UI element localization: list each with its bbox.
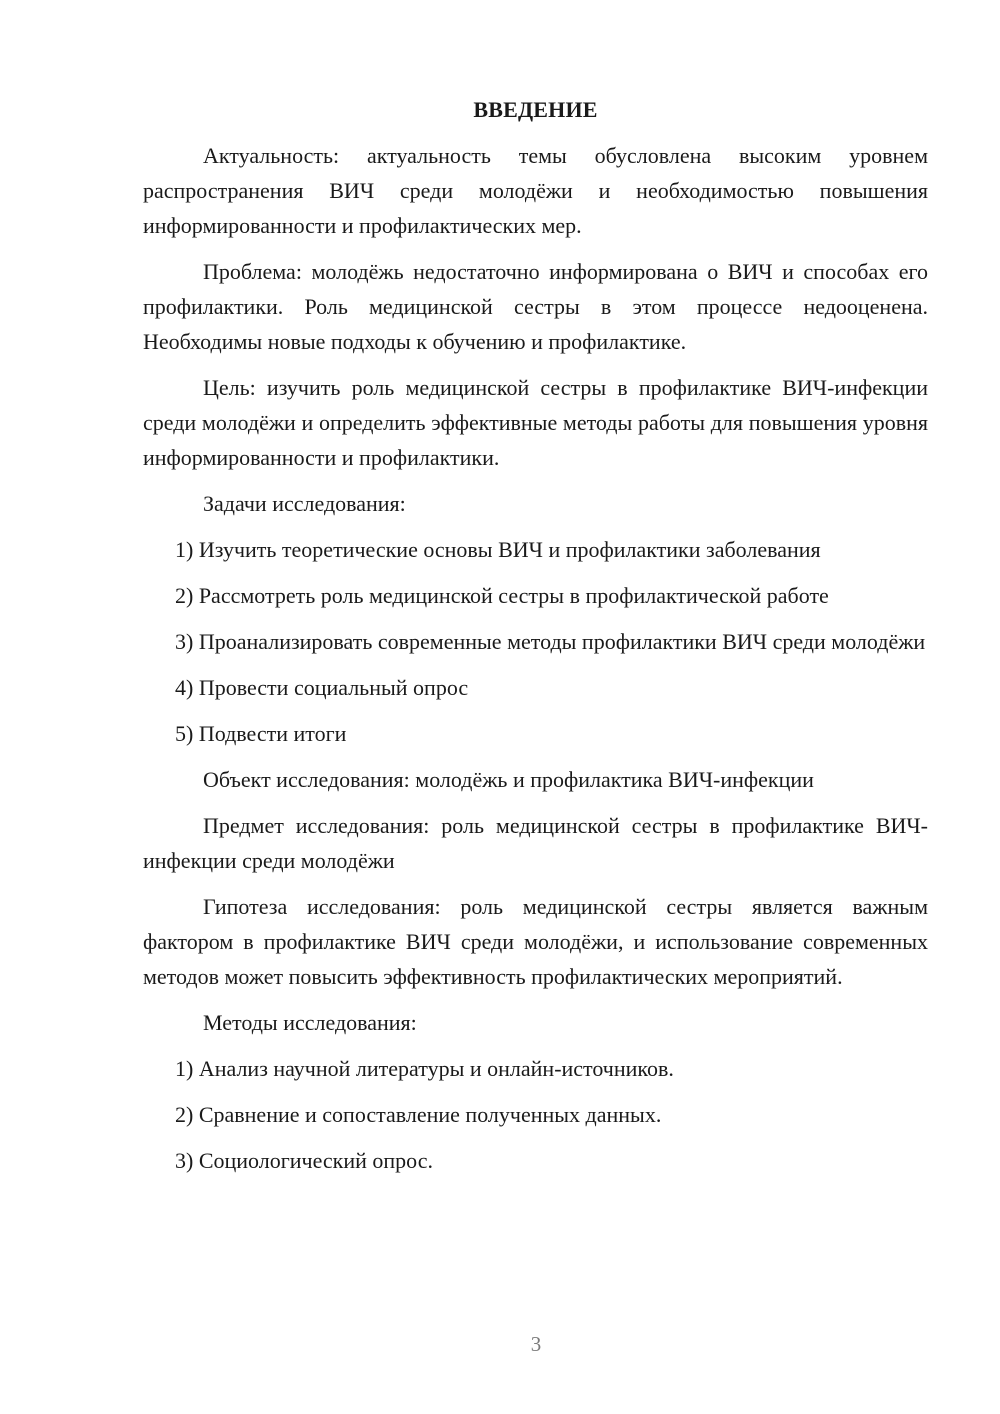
goal-paragraph: Цель: изучить роль медицинской сестры в профилактике ВИЧ-инфекции среди молодёжи и определить эффективные методы работы для повышения уровня информированности и профилактики. xyxy=(143,375,928,470)
object-paragraph: Объект исследования: молодёжь и профилактика ВИЧ-инфекции xyxy=(203,767,814,792)
task-item: 5) Подвести итоги xyxy=(175,721,347,746)
method-item: 2) Сравнение и сопоставление полученных данных. xyxy=(175,1102,662,1127)
hypothesis-paragraph: Гипотеза исследования: роль медицинской сестры является важным фактором в профилактике ВИЧ среди молодёжи, и использование современных методов может повысить эффективность профилактических мероприятий. xyxy=(143,894,928,989)
document-page xyxy=(143,92,928,1189)
method-item: 1) Анализ научной литературы и онлайн-источников. xyxy=(175,1056,674,1081)
subject-paragraph: Предмет исследования: роль медицинской сестры в профилактике ВИЧ-инфекции среди молодёжи xyxy=(143,813,928,873)
method-item: 3) Социологический опрос. xyxy=(175,1148,433,1173)
task-item: 4) Провести социальный опрос xyxy=(175,675,469,700)
tasks-heading: Задачи исследования: xyxy=(203,491,406,516)
methods-heading: Методы исследования: xyxy=(203,1010,417,1035)
page-number: 3 xyxy=(530,1332,542,1356)
section-title: ВВЕДЕНИЕ xyxy=(473,97,598,122)
problem-paragraph: Проблема: молодёжь недостаточно информирована о ВИЧ и способах его профилактики. Роль медицинской сестры в этом процессе недооценена. Необходимы новые подходы к обучению и профилактике. xyxy=(143,259,928,354)
task-item: 3) Проанализировать современные методы профилактики ВИЧ среди молодёжи xyxy=(175,629,926,654)
task-item: 1) Изучить теоретические основы ВИЧ и профилактики заболевания xyxy=(175,537,821,562)
relevance-paragraph: Актуальность: актуальность темы обусловлена высоким уровнем распространения ВИЧ среди молодёжи и необходимостью повышения информированности и профилактических мер. xyxy=(143,143,928,238)
task-item: 2) Рассмотреть роль медицинской сестры в профилактической работе xyxy=(175,583,829,608)
